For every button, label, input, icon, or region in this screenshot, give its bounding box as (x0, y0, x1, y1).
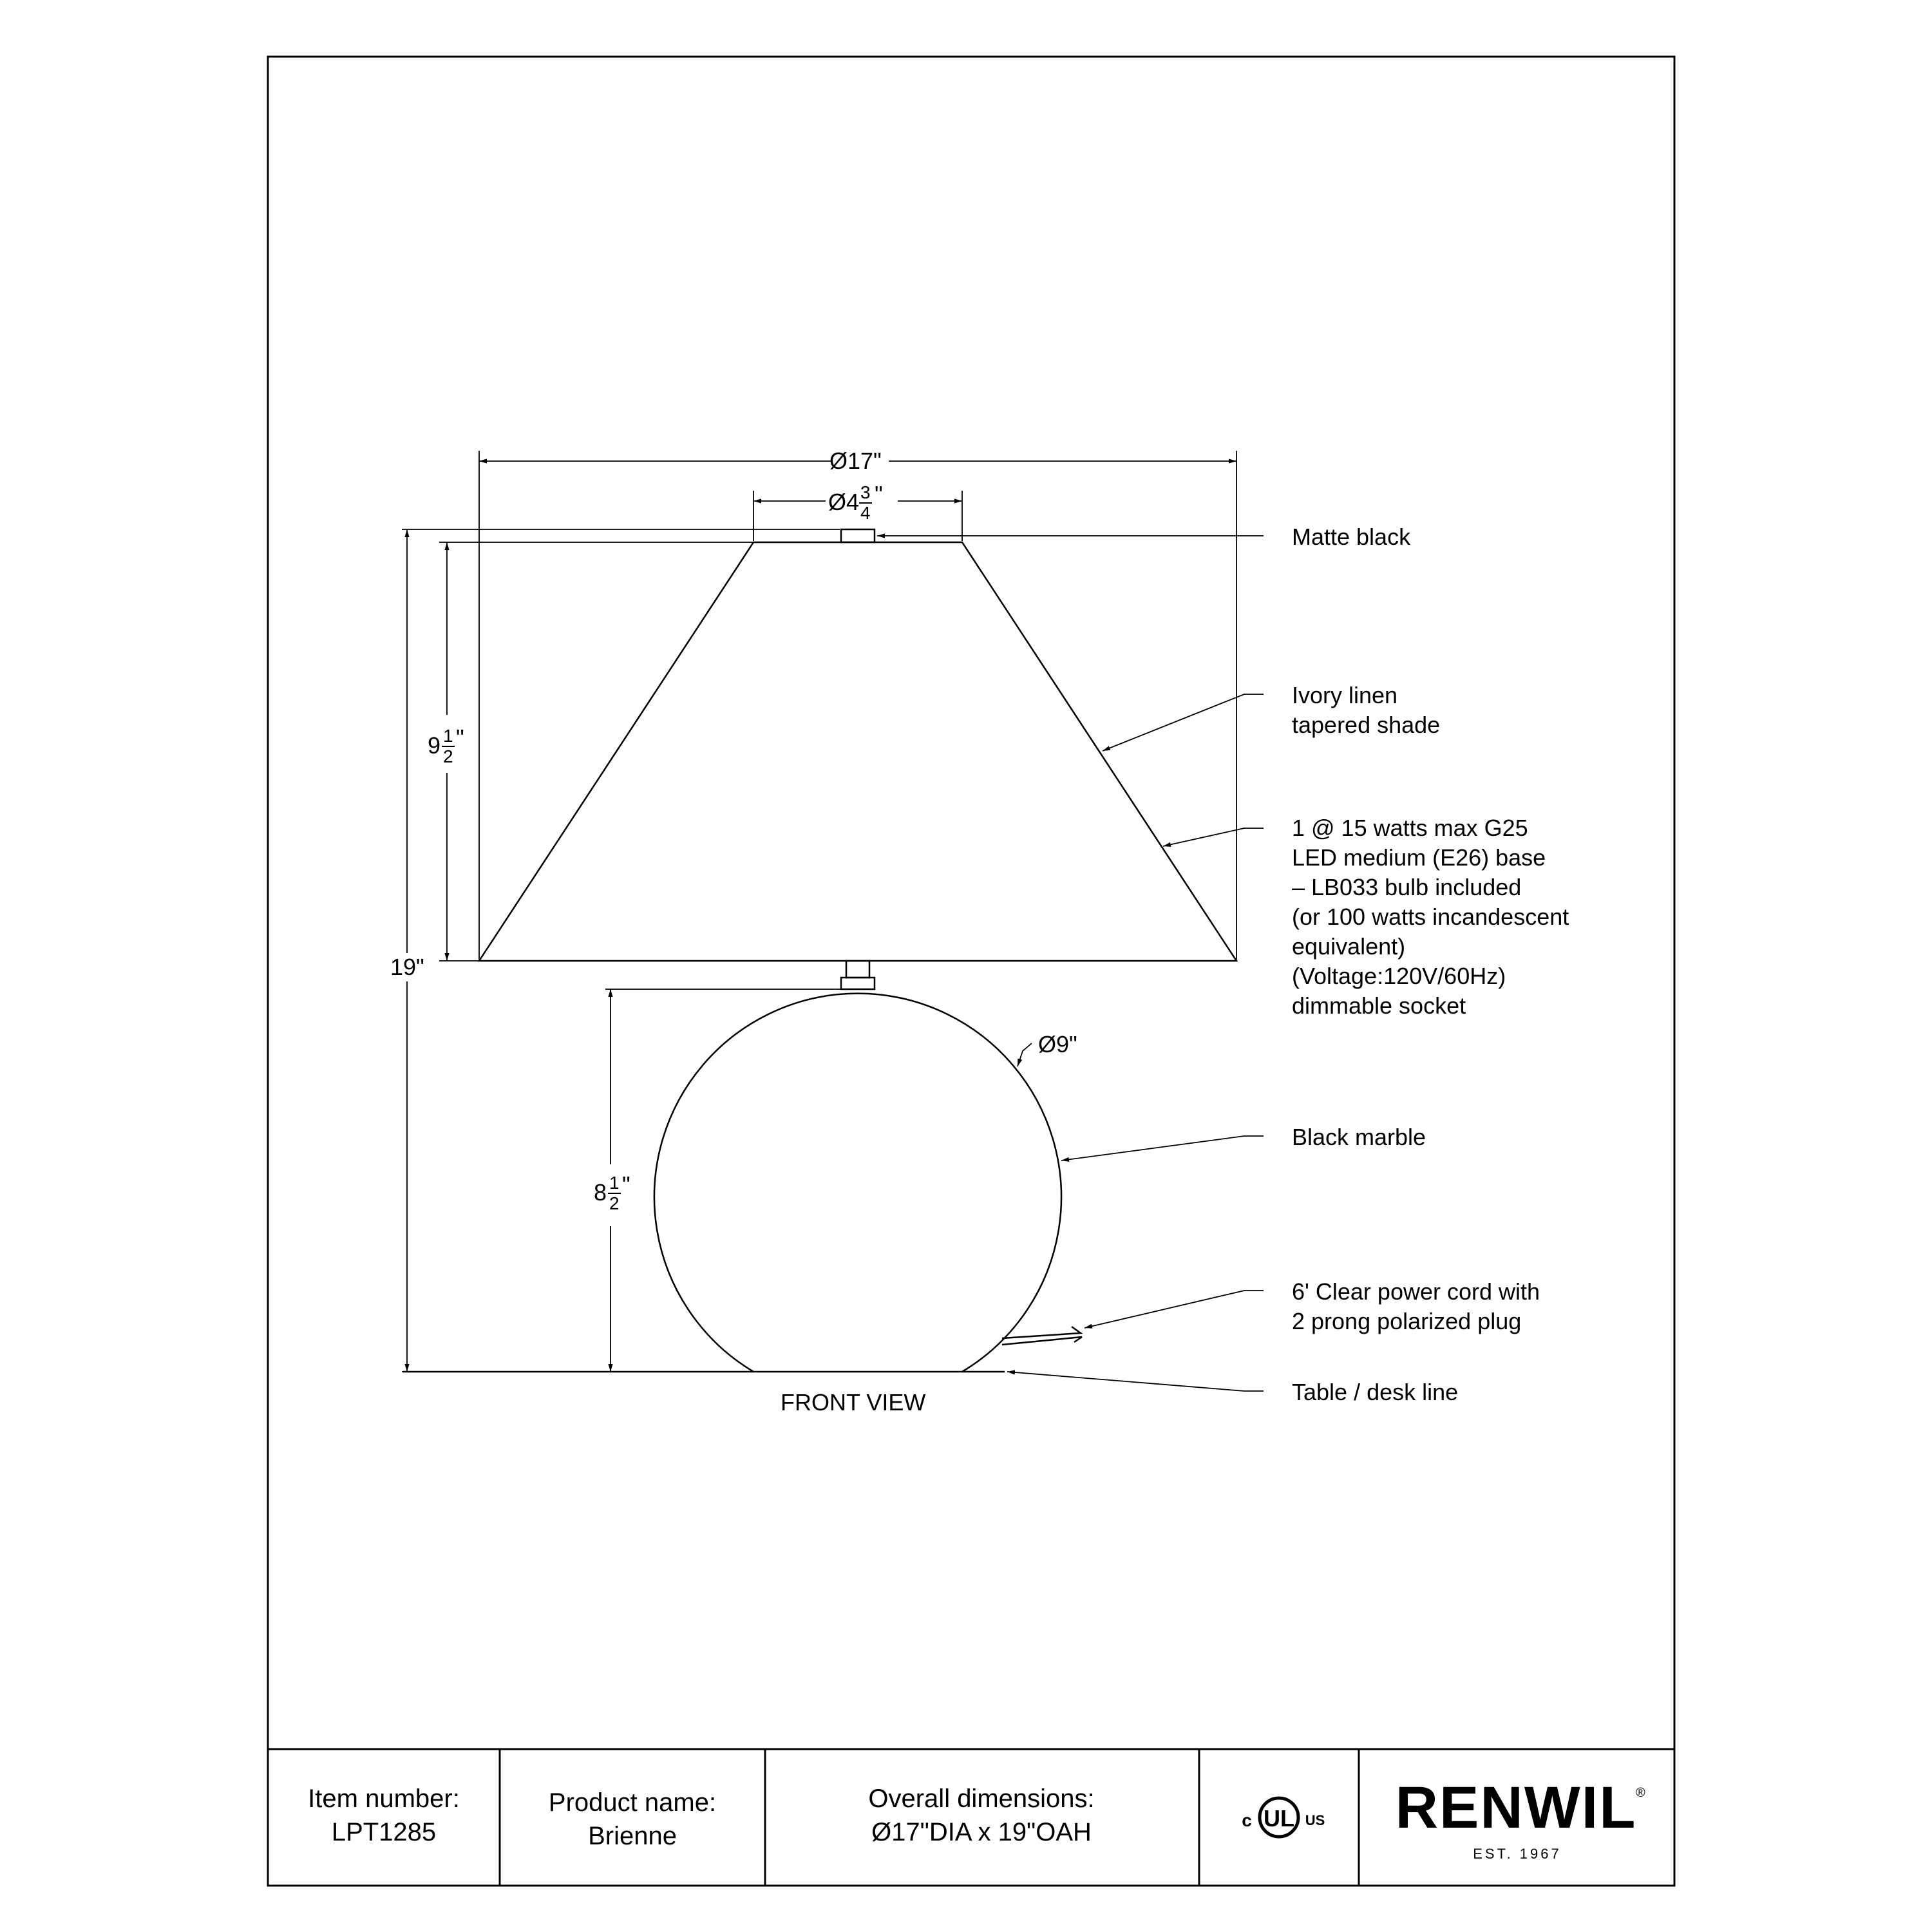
power-cord (1002, 1327, 1082, 1345)
view-label: FRONT VIEW (781, 1389, 926, 1416)
svg-text:Table / desk line: Table / desk line (1292, 1379, 1459, 1405)
dimension-lines (402, 451, 1236, 1372)
svg-text:2 prong polarized plug: 2 prong polarized plug (1292, 1308, 1522, 1334)
dim-shade-top-diameter (828, 481, 883, 523)
svg-text:8: 8 (594, 1179, 607, 1206)
svg-text:4: 4 (860, 503, 871, 523)
svg-text:dimmable socket: dimmable socket (1292, 992, 1466, 1019)
callout-cord (1292, 1278, 1540, 1334)
callout-bulb (1292, 815, 1569, 1019)
svg-text:Black marble: Black marble (1292, 1124, 1426, 1150)
svg-text:Matte black: Matte black (1292, 524, 1411, 550)
svg-text:1: 1 (443, 726, 453, 746)
callout-table (1292, 1379, 1458, 1405)
callout-base (1292, 1124, 1426, 1150)
ball-base (654, 994, 1061, 1372)
svg-text:Ø4: Ø4 (828, 489, 860, 515)
callout-shade (1292, 682, 1440, 738)
overall-dimensions-cell (868, 1785, 1094, 1846)
svg-text:": " (622, 1171, 630, 1198)
svg-text:2: 2 (609, 1193, 620, 1213)
svg-text:Product name:: Product name: (548, 1788, 717, 1817)
svg-text:(or 100 watts incandescent: (or 100 watts incandescent (1292, 904, 1569, 930)
svg-text:Item number:: Item number: (308, 1785, 460, 1813)
svg-text:1: 1 (609, 1173, 620, 1193)
svg-text:Brienne: Brienne (588, 1822, 677, 1850)
product-name-cell (549, 1788, 716, 1850)
svg-text:– LB033 bulb included: – LB033 bulb included (1292, 874, 1522, 900)
svg-text:1 @ 15 watts max G25: 1 @ 15 watts max G25 (1292, 815, 1528, 841)
dim-base-diameter: Ø9" (1038, 1031, 1077, 1057)
callout-finial (1292, 524, 1411, 550)
lamp-neck-collar (841, 978, 875, 989)
svg-text:Ø17"DIA x 19"OAH: Ø17"DIA x 19"OAH (871, 1818, 1092, 1846)
svg-text:UL: UL (1264, 1805, 1294, 1832)
svg-text:Overall dimensions:: Overall dimensions: (868, 1785, 1095, 1813)
dim-shade-height (428, 724, 464, 766)
svg-text:LED medium (E26) base: LED medium (E26) base (1292, 844, 1546, 871)
svg-text:US: US (1305, 1812, 1325, 1828)
svg-text:tapered shade: tapered shade (1292, 712, 1441, 738)
svg-text:": " (456, 724, 464, 751)
svg-text:2: 2 (443, 746, 453, 766)
dim-overall-height: 19" (390, 954, 424, 980)
svg-text:c: c (1242, 1810, 1252, 1830)
svg-text:RENWIL: RENWIL (1395, 1775, 1637, 1841)
finial (841, 529, 875, 542)
item-number-cell (308, 1785, 460, 1846)
leader-lines (877, 536, 1264, 1391)
registered-mark: ® (1636, 1786, 1645, 1800)
lamp-neck (846, 961, 869, 978)
svg-text:": " (875, 481, 883, 507)
svg-text:LPT1285: LPT1285 (331, 1818, 437, 1846)
svg-text:equivalent): equivalent) (1292, 933, 1406, 960)
svg-text:3: 3 (860, 482, 871, 502)
svg-text:EST. 1967: EST. 1967 (1473, 1846, 1562, 1862)
culus-logo (1242, 1798, 1325, 1837)
svg-text:9: 9 (428, 732, 441, 759)
svg-text:(Voltage:120V/60Hz): (Voltage:120V/60Hz) (1292, 963, 1506, 989)
svg-text:6' Clear power cord with: 6' Clear power cord with (1292, 1278, 1540, 1305)
dim-shade-diameter: Ø17" (829, 448, 882, 474)
renwil-logo (1396, 1775, 1645, 1862)
lamp-shade (479, 542, 1236, 961)
svg-text:Ivory linen: Ivory linen (1292, 682, 1398, 708)
lamp-drawing (403, 529, 1236, 1372)
dim-base-height (594, 1171, 630, 1213)
